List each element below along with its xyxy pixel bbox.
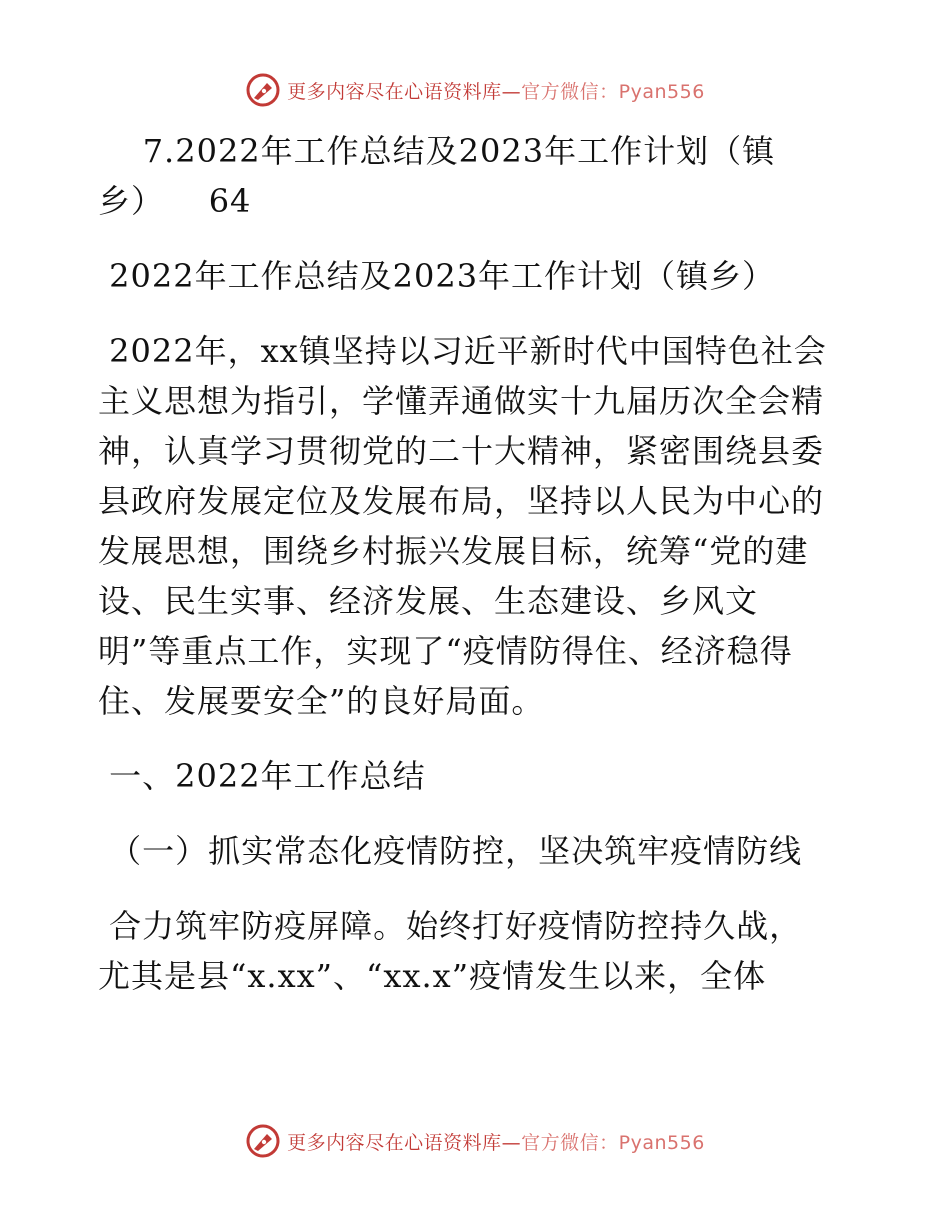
paragraph-line: 县政府发展定位及发展布局，坚持以人民为中心的 <box>98 482 825 520</box>
watermark-text: 更多内容尽在心语资料库—官方微信：Pyan556 <box>287 80 705 103</box>
paragraph-line: 设、民生实事、经济发展、生态建设、乡风文 <box>98 582 759 620</box>
paragraph-line: 尤其是县“x.xx”、“xx.x”疫情发生以来，全体 <box>98 957 767 995</box>
subsection-heading: （一）抓实常态化疫情防控，坚决筑牢疫情防线 <box>98 832 803 870</box>
paragraph-line: 主义思想为指引，学懂弄通做实十九届历次全会精 <box>98 382 825 420</box>
body-paragraph <box>98 901 852 1001</box>
toc-entry-line: 乡） 64 <box>98 182 252 220</box>
paragraph-line: 2022年，xx镇坚持以习近平新时代中国特色社会 <box>98 332 827 370</box>
paragraph-line: 合力筑牢防疫屏障。始终打好疫情防控持久战， <box>98 907 803 945</box>
paragraph-line: 神，认真学习贯彻党的二十大精神，紧密围绕县委 <box>98 432 825 470</box>
document-title: 2022年工作总结及2023年工作计划（镇乡） <box>98 257 776 295</box>
pen-nib-circle-icon <box>245 72 281 108</box>
section-heading: 一、2022年工作总结 <box>98 757 426 795</box>
watermark-banner-top <box>0 68 950 112</box>
document-body <box>98 126 852 1001</box>
paragraph-line: 明”等重点工作，实现了“疫情防得住、经济稳得 <box>98 632 793 670</box>
intro-paragraph <box>98 326 852 726</box>
watermark-text: 更多内容尽在心语资料库—官方微信：Pyan556 <box>287 1131 705 1154</box>
paragraph-line: 住、发展要安全”的良好局面。 <box>98 682 545 720</box>
paragraph-line: 发展思想，围绕乡村振兴发展目标，统筹“党的建 <box>98 532 809 570</box>
watermark-banner-bottom <box>0 1119 950 1163</box>
toc-entry-line: 7.2022年工作总结及2023年工作计划（镇 <box>98 132 776 170</box>
pen-nib-circle-icon <box>245 1123 281 1159</box>
